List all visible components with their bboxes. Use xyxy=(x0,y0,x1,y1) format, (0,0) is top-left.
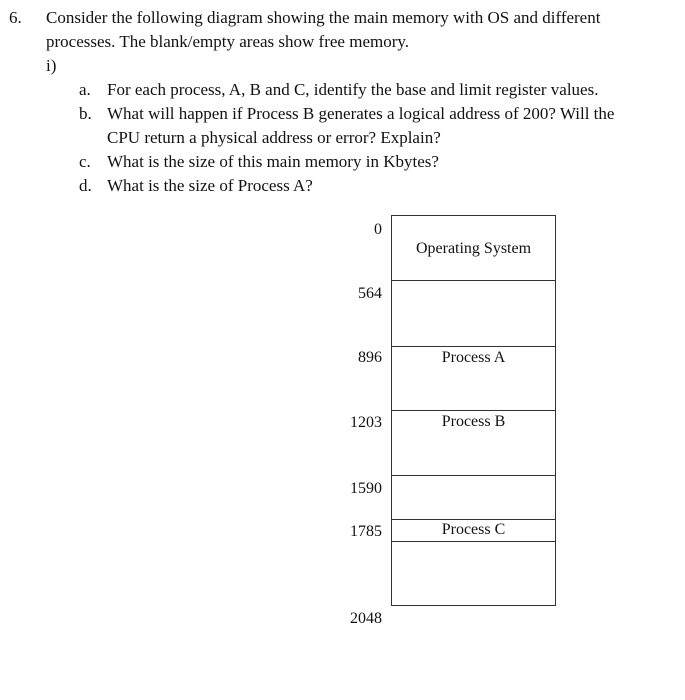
item-c-text: What is the size of this main memory in Kbytes? xyxy=(107,152,439,171)
item-d-marker: d. xyxy=(79,176,92,195)
address-label-2048: 2048 xyxy=(350,610,382,627)
address-label-1785: 1785 xyxy=(350,523,382,540)
address-label-0: 0 xyxy=(374,221,382,238)
item-c-marker: c. xyxy=(79,152,91,171)
memory-diagram xyxy=(391,215,556,606)
segment-operating-system: Operating System xyxy=(415,240,532,257)
segment-process-a-label: Process A xyxy=(441,349,506,366)
address-label-1590: 1590 xyxy=(350,480,382,497)
address-label-564: 564 xyxy=(358,285,382,302)
segment-process-c xyxy=(392,519,555,542)
segment-free-3 xyxy=(392,541,555,606)
address-label-1203: 1203 xyxy=(350,414,382,431)
item-d-text: What is the size of Process A? xyxy=(107,176,313,195)
sub-part-label: i) xyxy=(46,56,57,75)
question-intro-line-1: Consider the following diagram showing the main memory with OS and different xyxy=(46,8,601,27)
question-number: 6. xyxy=(9,8,22,27)
segment-process-c-label: Process C xyxy=(441,521,506,538)
segment-process-b xyxy=(392,410,555,476)
segment-process-b-label: Process B xyxy=(441,413,506,430)
item-b-text-line-2: CPU return a physical address or error? Explain? xyxy=(107,128,441,147)
segment-free-2 xyxy=(392,475,555,520)
item-b-marker: b. xyxy=(79,104,92,123)
item-a-marker: a. xyxy=(79,80,91,99)
address-label-896: 896 xyxy=(358,349,382,366)
segment-free-1 xyxy=(392,280,555,347)
item-b-text-line-1: What will happen if Process B generates a logical address of 200? Will the xyxy=(107,104,615,123)
item-a-text: For each process, A, B and C, identify the base and limit register values. xyxy=(107,80,599,99)
segment-process-a xyxy=(392,346,555,411)
question-intro-line-2: processes. The blank/empty areas show free memory. xyxy=(46,32,410,51)
